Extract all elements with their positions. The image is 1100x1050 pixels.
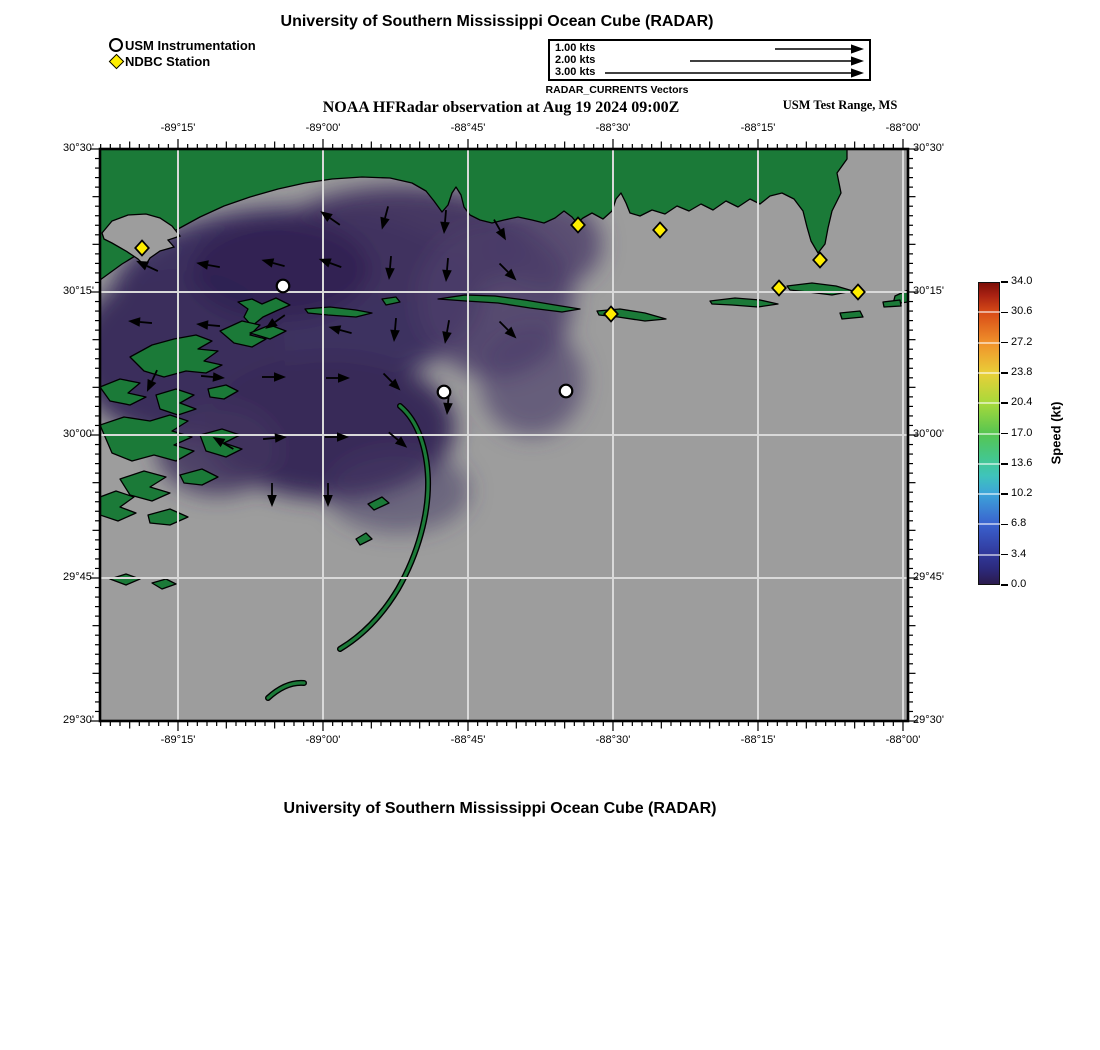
colorbar-tick [1001, 312, 1008, 314]
colorbar-tick-label: 13.6 [1011, 456, 1033, 469]
colorbar-gridline [978, 463, 1000, 465]
current-vector-tail [140, 322, 152, 323]
colorbar-tick [1001, 372, 1008, 374]
lon-tick-label-bottom: -89°00' [305, 734, 341, 746]
bottom-title: University of Southern Mississippi Ocean Cube (RADAR) [283, 800, 717, 817]
land-polygon [840, 311, 863, 319]
scale-arrow-head [851, 44, 864, 53]
vector-scale-label-2kt: 2.00 kts [555, 54, 596, 66]
land-polygon [100, 415, 194, 461]
colorbar-axis-label: Speed (kt) [1048, 401, 1064, 465]
vector-scale-box [548, 39, 871, 81]
colorbar-gridline [978, 433, 1000, 435]
lat-tick-label-right: 29°30' [913, 714, 944, 726]
lon-tick-label-bottom: -88°45' [450, 734, 486, 746]
colorbar-tick-label: 20.4 [1011, 396, 1033, 409]
map-legend [108, 37, 256, 69]
lon-tick-label-top: -88°15' [740, 122, 776, 134]
lat-tick-label-right: 30°00' [913, 428, 944, 440]
coverage-blob [480, 326, 584, 436]
lon-tick-label-bottom: -88°15' [740, 734, 776, 746]
colorbar-tick [1001, 281, 1008, 283]
colorbar-tick-label: 27.2 [1011, 335, 1033, 348]
lon-tick-label-bottom: -88°30' [595, 734, 631, 746]
vector-scale-label-3kt: 3.00 kts [555, 66, 596, 78]
colorbar-gridline [978, 493, 1000, 495]
lon-tick-label-bottom: -89°15' [160, 734, 196, 746]
scale-arrow-head [851, 56, 864, 65]
usm-circle-icon [108, 37, 125, 53]
region-label: USM Test Range, MS [782, 98, 898, 112]
current-vector-tail [263, 438, 275, 439]
land-polygon [883, 300, 901, 307]
vector-scale-label-1kt: 1.00 kts [555, 42, 596, 54]
lat-tick-label-left: 30°15' [63, 285, 94, 297]
colorbar-tick-label: 34.0 [1011, 275, 1033, 287]
legend-usm-label: USM Instrumentation [125, 37, 256, 53]
lon-tick-label-top: -88°45' [450, 122, 486, 134]
current-vector-tail [201, 376, 213, 377]
legend-row-ndbc [108, 53, 256, 69]
scale-arrow-head [851, 68, 864, 77]
lon-tick-label-top: -89°00' [305, 122, 341, 134]
usm-instrument-marker [438, 386, 451, 399]
colorbar-tick [1001, 433, 1008, 435]
current-vector-tail [395, 318, 396, 330]
lat-tick-label-right: 30°30' [913, 142, 944, 154]
colorbar-tick-label: 30.6 [1011, 305, 1033, 318]
colorbar-tick [1001, 342, 1008, 344]
legend-row-usm [108, 37, 256, 53]
usm-instrument-marker [277, 280, 290, 293]
colorbar-gridline [978, 372, 1000, 374]
map-canvas [88, 137, 928, 737]
lat-tick-label-left: 30°30' [63, 142, 94, 154]
usm-instrument-marker [560, 385, 573, 398]
colorbar-tick-label: 17.0 [1011, 426, 1033, 439]
map-clip-group [88, 149, 908, 721]
lat-tick-label-right: 29°45' [913, 571, 944, 583]
colorbar-tick-label: 3.4 [1011, 547, 1027, 560]
colorbar-tick [1001, 463, 1008, 465]
coverage-blob [326, 449, 470, 533]
colorbar-tick-label: 10.2 [1011, 487, 1033, 500]
legend-ndbc-label: NDBC Station [125, 53, 211, 69]
colorbar-gridline [978, 402, 1000, 404]
colorbar-gridline [978, 311, 1000, 313]
colorbar-tick [1001, 524, 1008, 526]
vector-scale-arrows [550, 41, 869, 79]
colorbar-gridline [978, 554, 1000, 556]
colorbar-gridline [978, 342, 1000, 344]
current-vector-tail [390, 256, 391, 268]
lon-tick-label-bottom: -88°00' [885, 734, 921, 746]
colorbar-tick [1001, 584, 1008, 586]
colorbar-tick-label: 0.0 [1011, 578, 1027, 590]
plot-subtitle: NOAA HFRadar observation at Aug 19 2024 09:00Z [322, 99, 680, 116]
colorbar-tick-label: 6.8 [1011, 517, 1027, 530]
colorbar-tick-label: 23.8 [1011, 365, 1033, 378]
lon-tick-label-top: -88°30' [595, 122, 631, 134]
lat-tick-label-left: 29°30' [63, 714, 94, 726]
current-vector-tail [208, 325, 220, 326]
lat-tick-label-left: 29°45' [63, 571, 94, 583]
lat-tick-label-right: 30°15' [913, 285, 944, 297]
lon-tick-label-top: -89°15' [160, 122, 196, 134]
map-area [88, 137, 928, 737]
colorbar-tick [1001, 493, 1008, 495]
lat-tick-label-left: 30°00' [63, 428, 94, 440]
page-title: University of Southern Mississippi Ocean Cube (RADAR) [280, 13, 714, 30]
colorbar-tick [1001, 554, 1008, 556]
current-vector-tail [445, 210, 446, 222]
colorbar-tick [1001, 402, 1008, 404]
ndbc-diamond-icon [108, 53, 125, 69]
lon-tick-label-top: -88°00' [885, 122, 921, 134]
current-vector-tail [447, 258, 448, 270]
vector-scale-caption: RADAR_CURRENTS Vectors [545, 84, 689, 96]
colorbar-gridline [978, 523, 1000, 525]
